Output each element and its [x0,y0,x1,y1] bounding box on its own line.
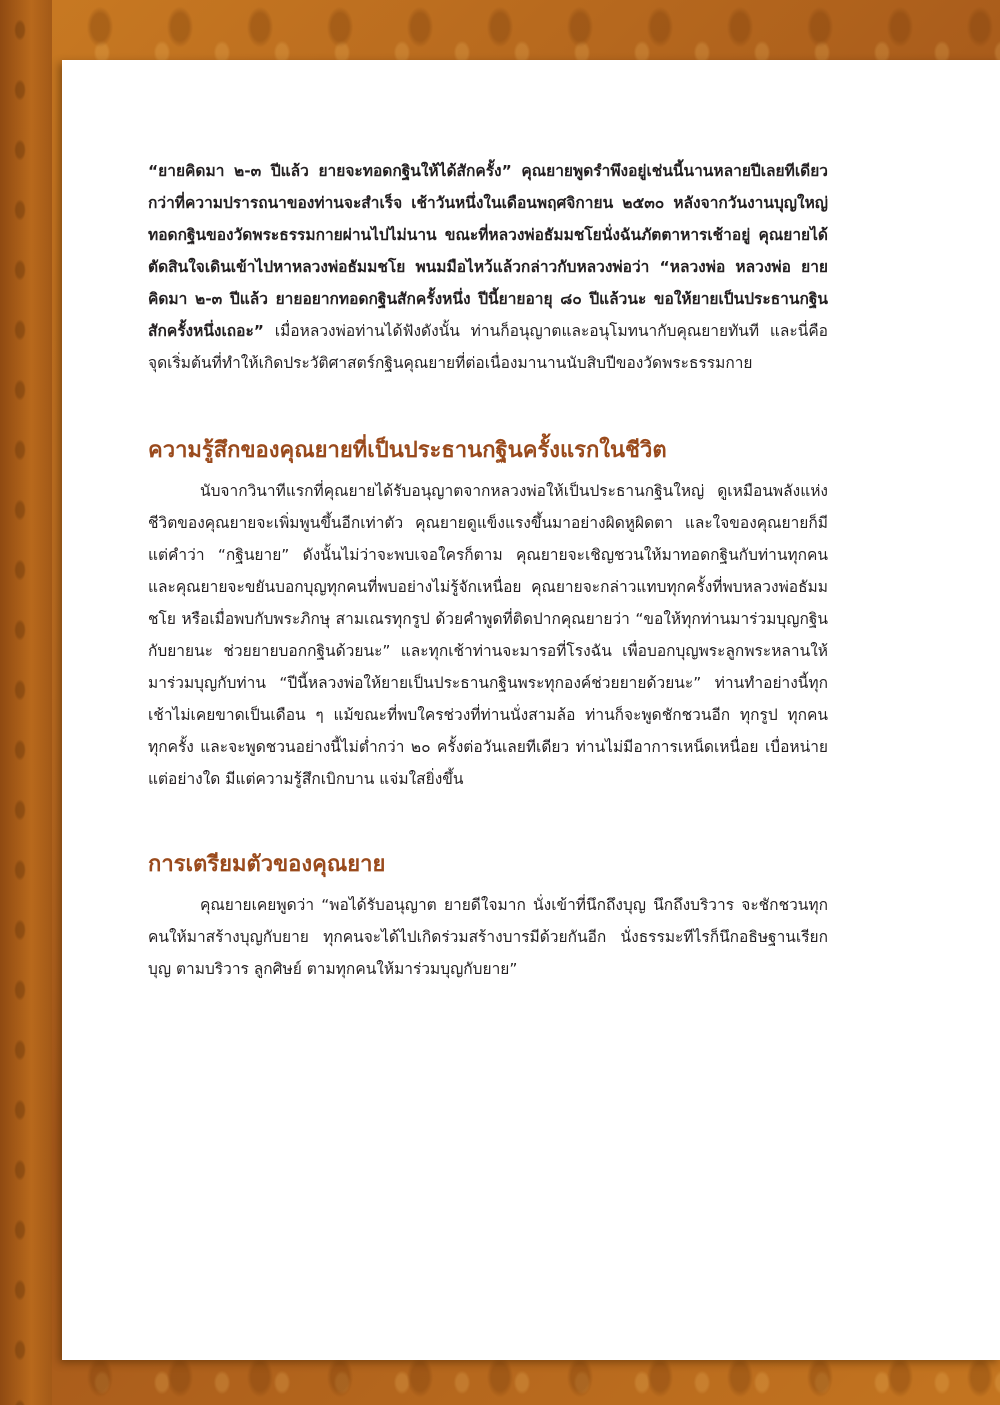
section2-paragraph: คุณยายเคยพูดว่า “พอได้รับอนุญาต ยายดีใจมาก นั่งเข้าที่นึกถึงบุญ นึกถึงบริวาร จะชักชวนทุกคนให้มาสร้างบุญกับยาย ทุกคนจะได้ไปเกิดร่วมสร้างบารมีด้วยกันอีก นั่งธรรมะทีไรก็นึกอธิษฐานเรียกบุญ ตามบริวาร ลูกศิษย์ ตามทุกคนให้มาร่วมบุญกับยาย” [148,896,828,978]
page-sheet [62,60,1000,1360]
intro-paragraph [148,155,828,379]
intro-bold-text: “ยายคิดมา ๒-๓ ปีแล้ว ยายจะทอดกฐินให้ได้สักครั้ง” คุณยายพูดรำพึงอยู่เช่นนี้นานหลายปีเลยทีเดียวกว่าที่ความปรารถนาของท่านจะสำเร็จ เช้าวันหนึ่งในเดือนพฤศจิกายน ๒๕๓๐ หลังจากวันงานบุญใหญ่ทอดกฐินของวัดพระธรรมกายผ่านไปไม่นาน ขณะที่หลวงพ่อธัมมชโยนั่งฉันภัตตาหารเช้าอยู่ คุณยายได้ตัดสินใจเดินเข้าไปหาหลวงพ่อธัมมชโย พนมมือไหว้แล้วกล่าวกับหลวงพ่อว่า “หลวงพ่อ หลวงพ่อ ยายคิดมา ๒-๓ ปีแล้ว ยายอยากทอดกฐินสักครั้งหนึ่ง ปีนี้ยายอายุ ๘๐ ปีแล้วนะ ขอให้ยายเป็นประธานกฐินสักครั้งหนึ่งเถอะ” [148,162,828,340]
section2-heading: การเตรียมตัวของคุณยาย [148,852,386,877]
decorative-spine-border [0,0,52,1405]
section1-paragraph: นับจากวินาทีแรกที่คุณยายได้รับอนุญาตจากหลวงพ่อให้เป็นประธานกฐินใหญ่ ดูเหมือนพลังแห่งชีวิตของคุณยายจะเพิ่มพูนขึ้นอีกเท่าตัว คุณยายดูแข็งแรงขึ้นมาอย่างผิดหูผิดตา และใจของคุณยายก็มีแต่คำว่า “กฐินยาย” ดังนั้นไม่ว่าจะพบเจอใครก็ตาม คุณยายจะเชิญชวนให้มาทอดกฐินกับท่านทุกคน และคุณยายจะขยันบอกบุญทุกคนที่พบอย่างไม่รู้จักเหนื่อย คุณยายจะกล่าวแทบทุกครั้งที่พบหลวงพ่อธัมมชโย หรือเมื่อพบกับพระภิกษุ สามเณรทุกรูป ด้วยคำพูดที่ติดปากคุณยายว่า “ขอให้ทุกท่านมาร่วมบุญกฐินกับยายนะ ช่วยยายบอกกฐินด้วยนะ” และทุกเช้าท่านจะมารอที่โรงฉัน เพื่อบอกบุญพระลูกพระหลานให้มาร่วมบุญกับท่าน “ปีนี้หลวงพ่อให้ยายเป็นประธานกฐินพระทุกองค์ช่วยยายด้วยนะ” ท่านทำอย่างนี้ทุกเช้าไม่เคยขาดเป็นเดือน ๆ แม้ขณะที่พบใครช่วงที่ท่านนั่งสามล้อ ท่านก็จะพูดชักชวนอีก ทุกรูป ทุกคน ทุกครั้ง และจะพูดชวนอย่างนี้ไม่ต่ำกว่า ๒๐ ครั้งต่อวันเลยทีเดียว ท่านไม่มีอาการเหน็ดเหนื่อย เบื่อหน่ายแต่อย่างใด มีแต่ความรู้สึกเบิกบาน แจ่มใสยิ่งขึ้น [148,482,828,788]
article-body [148,155,828,985]
intro-normal-text: เมื่อหลวงพ่อท่านได้ฟังดังนั้น ท่านก็อนุญาตและอนุโมทนากับคุณยายทันที และนี่คือจุดเริ่มต้นที่ทำให้เกิดประวัติศาสตร์กฐินคุณยายที่ต่อเนื่องมานานนับสิบปีของวัดพระธรรมกาย [148,322,828,372]
section1-heading: ความรู้สึกของคุณยายที่เป็นประธานกฐินครั้งแรกในชีวิต [148,438,667,463]
